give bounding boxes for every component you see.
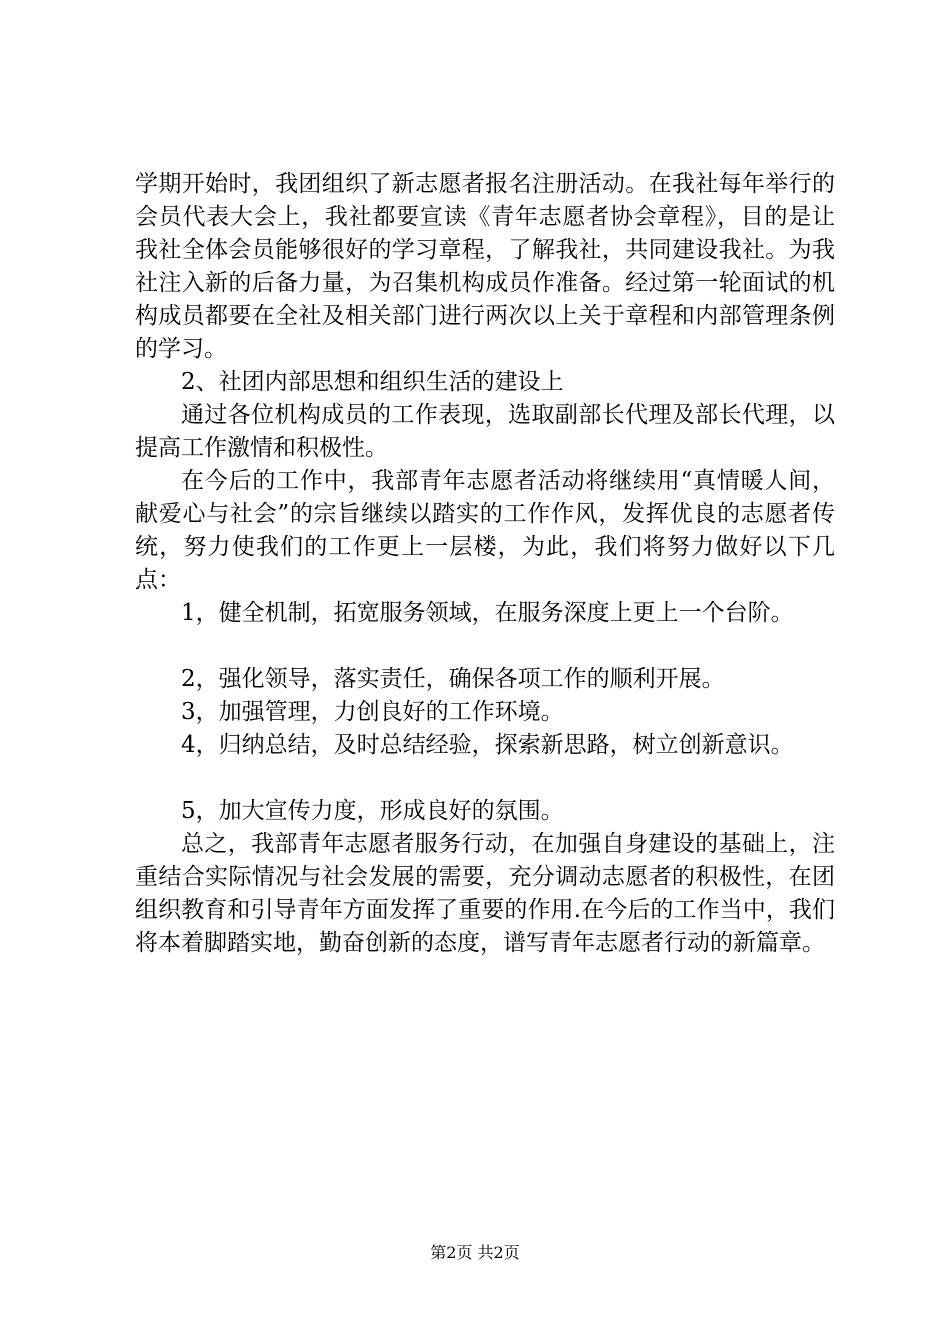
paragraph-conclusion: 总之，我部青年志愿者服务行动，在加强自身建设的基础上，注重结合实际情况与社会发展的需要，充分调动志愿者的积极性，在团组织教育和引导青年方面发挥了重要的作用.在今后的工作当中，我们将本着脚踏实地，勤奋创新的态度，谱写青年志愿者行动的新篇章。 xyxy=(135,831,835,956)
paragraph-future-work: 在今后的工作中，我部青年志愿者活动将继续用“真情暖人间，献爱心与社会”的宗旨继续以踏实的工作作风，发挥优良的志愿者传统，努力使我们的工作更上一层楼，为此，我们将努力做好以下几点： xyxy=(135,468,835,593)
list-item-3: 3，加强管理，力创良好的工作环境。 xyxy=(181,699,564,725)
section-heading-internal-building: 2、社团内部思想和组织生活的建设上 xyxy=(181,369,564,395)
paragraph-recruitment: 学期开始时，我团组织了新志愿者报名注册活动。在我社每年举行的会员代表大会上，我社都要宣读《青年志愿者协会章程》，目的是让我社全体会员能够很好的学习章程，了解我社，共同建设我社。为我社注入新的后备力量，为召集机构成员作准备。经过第一轮面试的机构成员都要在全社及相关部门进行两次以上关于章程和内部管理条例的学习。 xyxy=(135,171,835,362)
document-body xyxy=(135,168,835,960)
page-number-footer: 第2页 共2页 xyxy=(430,1243,520,1262)
list-item-4: 4，归纳总结，及时总结经验，探索新思路，树立创新意识。 xyxy=(181,732,794,758)
list-item-5: 5，加大宣传力度，形成良好的氛围。 xyxy=(181,798,564,824)
list-item-2: 2，强化领导，落实责任，确保各项工作的顺利开展。 xyxy=(181,666,725,692)
list-item-1: 1，健全机制，拓宽服务领域，在服务深度上更上一个台阶。 xyxy=(181,600,794,626)
paragraph-member-selection: 通过各位机构成员的工作表现，选取副部长代理及部长代理，以提高工作激情和积极性。 xyxy=(135,402,835,461)
